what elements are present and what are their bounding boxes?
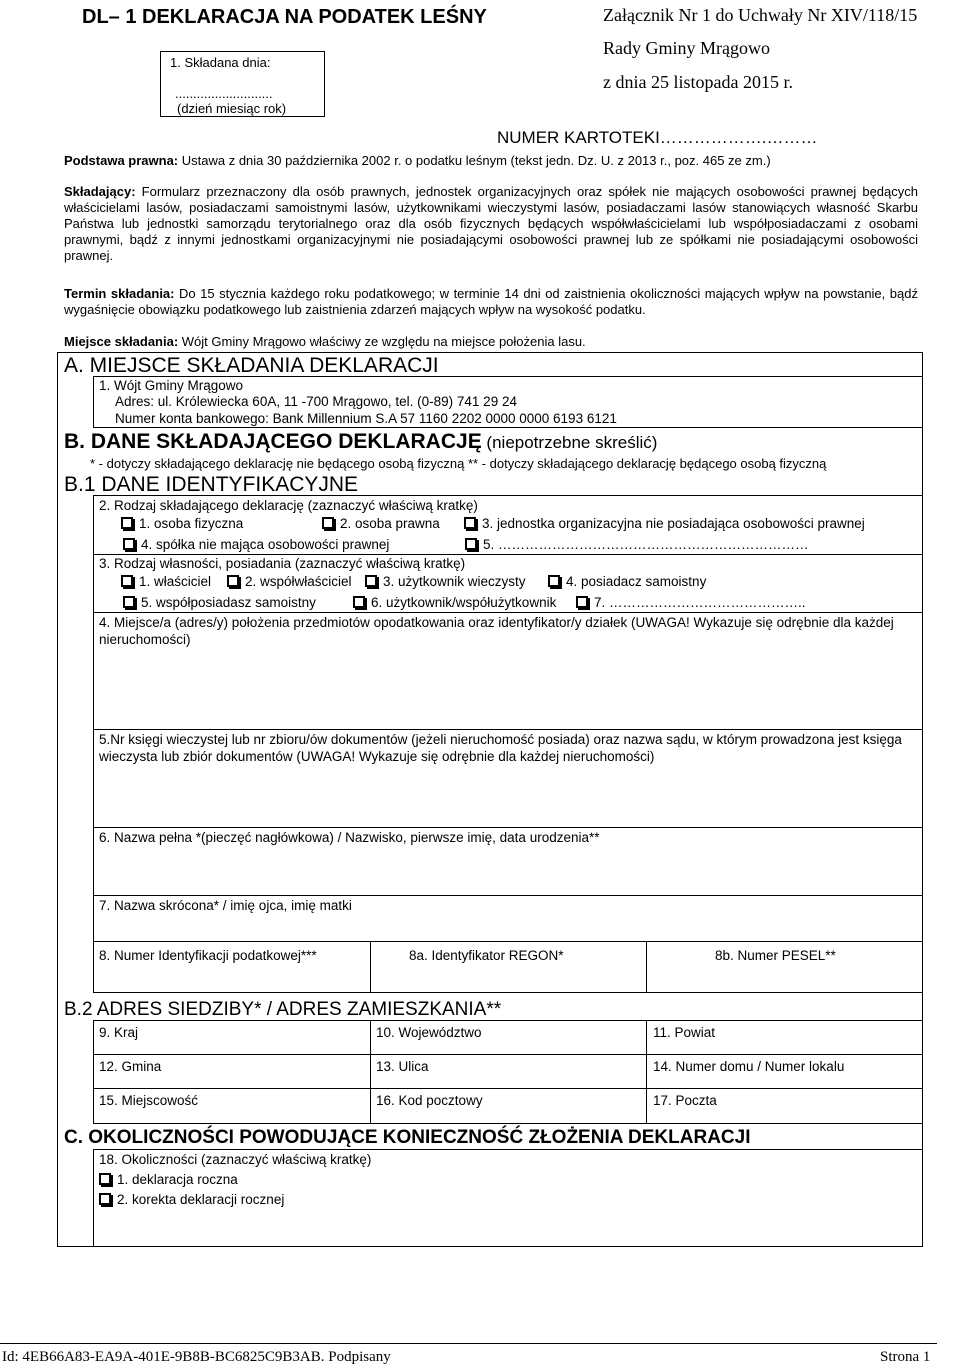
f3-option-possessor[interactable]: 4. posiadacz samoistny (548, 573, 706, 590)
checkbox-icon[interactable] (465, 538, 477, 550)
card-number: NUMER KARTOTEKI……………….……… (497, 128, 818, 147)
f2-option-org-unit[interactable]: 3. jednostka organizacyjna nie posiadająca osobowości prawnej (464, 515, 865, 532)
checkbox-icon[interactable] (121, 575, 133, 587)
section-a-box (93, 376, 923, 428)
field-11-box[interactable] (646, 1020, 923, 1055)
checkbox-icon[interactable] (123, 538, 135, 550)
submission-date-box[interactable] (160, 51, 325, 117)
submission-date-dots: ........................... (175, 86, 273, 101)
field-7-label: 7. Nazwa skrócona* / imię ojca, imię matki (99, 898, 352, 913)
checkbox-icon[interactable] (548, 575, 560, 587)
checkbox-icon[interactable] (353, 596, 365, 608)
checkbox-icon[interactable] (99, 1193, 111, 1205)
field-16-box[interactable] (370, 1088, 647, 1124)
f2-option-other[interactable]: 5. …………………………………………………………… (465, 536, 809, 553)
section-c-title: C. OKOLICZNOŚCI POWODUJĄCE KONIECZNOŚĆ ZŁOŻENIA DEKLARACJI (64, 1127, 751, 1148)
f3-option-other[interactable]: 7. …………………………………….. (576, 594, 806, 611)
annex-line-1: Załącznik Nr 1 do Uchwały Nr XIV/118/15 (603, 5, 918, 25)
section-b2-title: B.2 ADRES SIEDZIBY* / ADRES ZAMIESZKANIA** (64, 999, 502, 1020)
annex-line-2: Rady Gminy Mrągowo (603, 38, 770, 58)
field-10-box[interactable] (370, 1020, 647, 1055)
field-8-label: 8. Numer Identyfikacji podatkowej*** (99, 948, 317, 963)
legal-basis-text: Ustawa z dnia 30 października 2002 r. o podatku leśnym (tekst jedn. Dz. U. z 2013 r., poz. 465 ze zm.) (178, 153, 771, 168)
field-5-label: 5.Nr księgi wieczystej lub nr zbioru/ów dokumentów (jeżeli nieruchomość posiada) oraz nazwa sądu, w którym prowadzona jest księga wieczysta lub zbiór dokumentów (UWAGA! Wykazuje się odrębnie dla każdej nieruchomości) (99, 732, 902, 764)
filer-label: Składający: (64, 184, 136, 199)
field-9-box[interactable] (93, 1020, 371, 1055)
checkbox-icon[interactable] (576, 596, 588, 608)
place-paragraph (64, 334, 586, 350)
f2-option-company[interactable]: 4. spółka nie mająca osobowości prawnej (123, 536, 389, 553)
field-7-box[interactable] (93, 895, 923, 942)
section-a-office: 1. Wójt Gminy Mrągowo (99, 378, 244, 393)
checkbox-icon[interactable] (121, 517, 133, 529)
field-8b-label: 8b. Numer PESEL** (715, 948, 836, 963)
field-8a-label: 8a. Identyfikator REGON* (409, 948, 564, 963)
field-8b-box[interactable] (646, 941, 923, 993)
field-13-box[interactable] (370, 1054, 647, 1089)
filer-paragraph (64, 184, 918, 264)
section-b-title-suffix: (niepotrzebne skreślić) (481, 433, 658, 452)
f3-option-user[interactable]: 6. użytkownik/współużytkownik (353, 594, 556, 611)
legal-basis (64, 153, 934, 169)
footer-id: Id: 4EB66A83-EA9A-401E-9B8B-BC6825C9B3AB. Podpisany (2, 1349, 391, 1365)
submission-date-hint: (dzień miesiąc rok) (177, 101, 287, 116)
submission-date-label: 1. Składana dnia: (170, 55, 271, 70)
form-title: DL– 1 DEKLARACJA NA PODATEK LEŚNY (82, 6, 487, 28)
field-3-label: 3. Rodzaj własności, posiadania (zaznaczyć właściwą kratkę) (99, 556, 466, 571)
field-9-label: 9. Kraj (99, 1025, 139, 1040)
field-11-label: 11. Powiat (653, 1025, 716, 1040)
checkbox-icon[interactable] (123, 596, 135, 608)
section-b1-title: B.1 DANE IDENTYFIKACYJNE (64, 473, 359, 496)
checkbox-icon[interactable] (322, 517, 334, 529)
field-5-box[interactable] (93, 729, 923, 828)
field-6-label: 6. Nazwa pełna *(pieczęć nagłówkowa) / Nazwisko, pierwsze imię, data urodzenia** (99, 830, 600, 845)
field-4-label: 4. Miejsce/a (adres/y) położenia przedmiotów opodatkowania oraz identyfikator/y działek (UWAGA! Wykazuje się odrębnie dla każdej nieruchomości) (99, 615, 894, 647)
field-17-label: 17. Poczta (653, 1093, 717, 1108)
legal-basis-label: Podstawa prawna: (64, 153, 179, 168)
field-14-label: 14. Numer domu / Numer lokalu (653, 1059, 845, 1074)
field-14-box[interactable] (646, 1054, 923, 1089)
place-label: Miejsce składania: (64, 334, 179, 349)
filer-text: Formularz przeznaczony dla osób prawnych, jednostek organizacyjnych oraz spółek nie mających osobowości prawnej będących właścicielami lasów, posiadaczami samoistnymi lasów, użytkownikami wieczystymi lasów, posiadaczami lasów stanowiących własność Skarbu Państwa lub jednostki samorządu terytorialnego oraz dla osób fizycznych będących współwłaścicielami lub współposiadaczami z osobami prawnymi, bądź z innymi jednostkami organizacyjnymi nie posiadającymi osobowości prawnej lub ze spółkami nie posiadającymi osobowości prawnej. (64, 184, 918, 263)
deadline-paragraph (64, 286, 918, 318)
section-a-title: A. MIEJSCE SKŁADANIA DEKLARACJI (64, 354, 439, 377)
footer-rule (0, 1343, 937, 1344)
deadline-text: Do 15 stycznia każdego roku podatkowego; w terminie 14 dni od zaistnienia okoliczności mających wpływ na powstanie, bądź wygaśnięcie obowiązku podatkowego lub zaistnienia zdarzeń mających wpływ na wysokość podatku. (64, 286, 918, 317)
field-12-box[interactable] (93, 1054, 371, 1089)
f3-option-perpetual-user[interactable]: 3. użytkownik wieczysty (365, 573, 526, 590)
checkbox-icon[interactable] (464, 517, 476, 529)
field-12-label: 12. Gmina (99, 1059, 162, 1074)
section-a-address: Adres: ul. Królewiecka 60A, 11 -700 Mrągowo, tel. (0-89) 741 29 24 (115, 394, 517, 409)
field-8a-box[interactable] (370, 941, 647, 993)
f18-option-correction[interactable]: 2. korekta deklaracji rocznej (99, 1191, 284, 1208)
section-b-title (64, 430, 657, 454)
footer-page: Strona 1 (880, 1349, 931, 1365)
field-6-box[interactable] (93, 827, 923, 896)
field-15-box[interactable] (93, 1088, 371, 1124)
f3-option-co-possessor[interactable]: 5. współposiadasz samoistny (123, 594, 316, 611)
f3-option-owner[interactable]: 1. właściciel (121, 573, 211, 590)
f2-option-legal-person[interactable]: 2. osoba prawna (322, 515, 440, 532)
field-17-box[interactable] (646, 1088, 923, 1124)
checkbox-icon[interactable] (227, 575, 239, 587)
section-a-bank: Numer konta bankowego: Bank Millennium S.A 57 1160 2202 0000 0000 6193 6121 (115, 411, 617, 426)
field-10-label: 10. Województwo (376, 1025, 482, 1040)
deadline-label: Termin składania: (64, 286, 175, 301)
place-text: Wójt Gminy Mrągowo właściwy ze względu na miejsce położenia lasu. (178, 334, 586, 349)
field-4-box[interactable] (93, 612, 923, 730)
field-15-label: 15. Miejscowość (99, 1093, 199, 1108)
f18-option-annual[interactable]: 1. deklaracja roczna (99, 1171, 238, 1188)
field-8-box[interactable] (93, 941, 371, 993)
section-b-title-main: B. DANE SKŁADAJĄCEGO DEKLARACJĘ (64, 430, 482, 453)
annex-line-3: z dnia 25 listopada 2015 r. (603, 72, 793, 92)
checkbox-icon[interactable] (99, 1173, 111, 1185)
checkbox-icon[interactable] (365, 575, 377, 587)
f3-option-co-owner[interactable]: 2. współwłaściciel (227, 573, 352, 590)
field-16-label: 16. Kod pocztowy (376, 1093, 483, 1108)
field-18-label: 18. Okoliczności (zaznaczyć właściwą kratkę) (99, 1152, 372, 1167)
field-2-label: 2. Rodzaj składającego deklarację (zaznaczyć właściwą kratkę) (99, 498, 478, 513)
field-13-label: 13. Ulica (376, 1059, 429, 1074)
section-b-note: * - dotyczy składającego deklarację nie będącego osobą fizyczną ** - dotyczy składającego deklarację będącego osobą fizyczną (90, 456, 827, 471)
f2-option-individual[interactable]: 1. osoba fizyczna (121, 515, 243, 532)
